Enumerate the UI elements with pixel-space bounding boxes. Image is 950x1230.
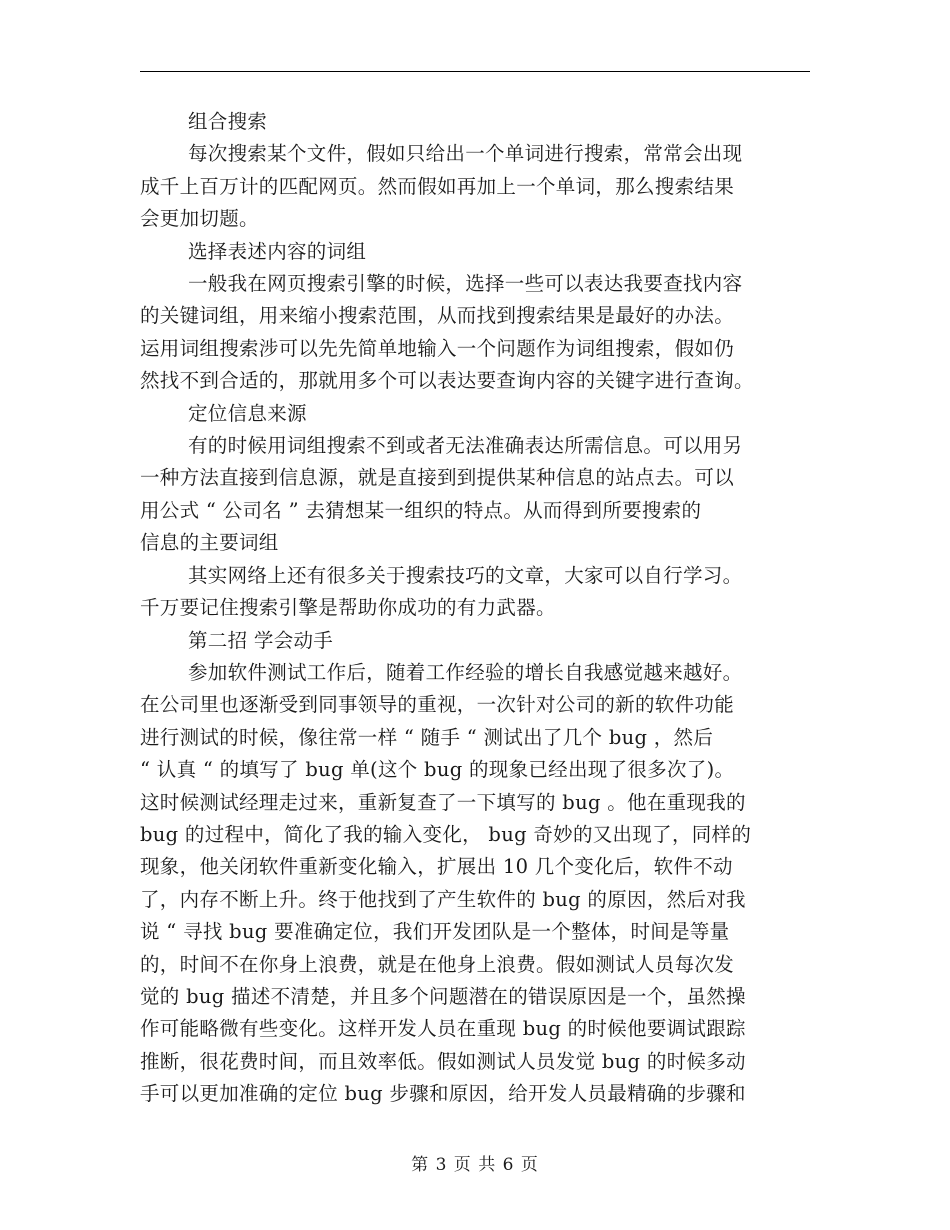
text-line: 用公式 “ 公司名 ” 去猜想某一组织的特点。从而得到所要搜索的: [140, 498, 702, 522]
text-line: 的，时间不在你身上浪费，就是在他身上浪费。假如测试人员每次发: [140, 952, 735, 976]
text-line: 信息的主要词组: [140, 531, 279, 555]
header-rule: [140, 71, 810, 72]
text-line: 的关键词组，用来缩小搜索范围，从而找到搜索结果是最好的办法。: [140, 304, 735, 328]
text-line: 有的时候用词组搜索不到或者无法准确表达所需信息。可以用另: [188, 434, 743, 458]
text-line: 会更加切题。: [140, 207, 259, 231]
text-line: 了，内存不断上升。终于他找到了产生软件的 bug 的原因，然后对我: [140, 887, 746, 911]
text-line: 说 “ 寻找 bug 要准确定位，我们开发团队是一个整体，时间是等量: [140, 920, 730, 944]
text-line: 每次搜索某个文件，假如只给出一个单词进行搜索，常常会出现: [188, 142, 743, 166]
text-line: 现象，他关闭软件重新变化输入，扩展出 10 几个变化后，软件不动: [140, 855, 733, 879]
text-line: 一种方法直接到信息源，就是直接到到提供某种信息的站点去。可以: [140, 466, 735, 490]
text-line: 组合搜索: [188, 110, 268, 133]
text-line: 进行测试的时候，像往常一样 “ 随手 “ 测试出了几个 bug ，然后: [140, 725, 714, 749]
text-line: 第二招 学会动手: [188, 628, 334, 652]
text-line: 其实网络上还有很多关于搜索技巧的文章，大家可以自行学习。: [188, 563, 743, 587]
text-line: 参加软件测试工作后，随着工作经验的增长自我感觉越来越好。: [188, 660, 743, 684]
text-line: 然找不到合适的，那就用多个可以表达要查询内容的关键字进行查询。: [140, 369, 754, 393]
text-line: 作可能略微有些变化。这样开发人员在重现 bug 的时候他要调试跟踪: [140, 1017, 746, 1041]
page-number: 第 3 页 共 6 页: [411, 1155, 539, 1175]
text-line: bug 的过程中，简化了我的输入变化， bug 奇妙的又出现了，同样的: [140, 822, 752, 846]
text-line: 这时候测试经理走过来，重新复查了一下填写的 bug 。他在重现我的: [140, 790, 746, 814]
text-line: 手可以更加准确的定位 bug 步骤和原因，给开发人员最精确的步骤和: [140, 1082, 746, 1106]
text-line: 定位信息来源: [188, 401, 307, 425]
text-line: 觉的 bug 描述不清楚，并且多个问题潜在的错误原因是一个，虽然操: [140, 984, 746, 1008]
text-line: 运用词组搜索涉可以先先简单地输入一个问题作为词组搜索，假如仍: [140, 336, 735, 360]
text-line: “ 认真 “ 的填写了 bug 单(这个 bug 的现象已经出现了很多次了)。: [140, 758, 735, 782]
text-line: 成千上百万计的匹配网页。然而假如再加上一个单词，那么搜索结果: [140, 174, 735, 198]
document-body: [140, 106, 810, 1111]
text-line: 一般我在网页搜索引擎的时候，选择一些可以表达我要查找内容: [188, 272, 743, 296]
text-line: 选择表述内容的词组: [188, 239, 367, 263]
text-line: 推断，很花费时间，而且效率低。假如测试人员发觉 bug 的时候多动: [140, 1049, 746, 1073]
text-line: 千万要记住搜索引擎是帮助你成功的有力武器。: [140, 596, 556, 620]
text-line: 在公司里也逐渐受到同事领导的重视，一次针对公司的新的软件功能: [140, 693, 735, 717]
